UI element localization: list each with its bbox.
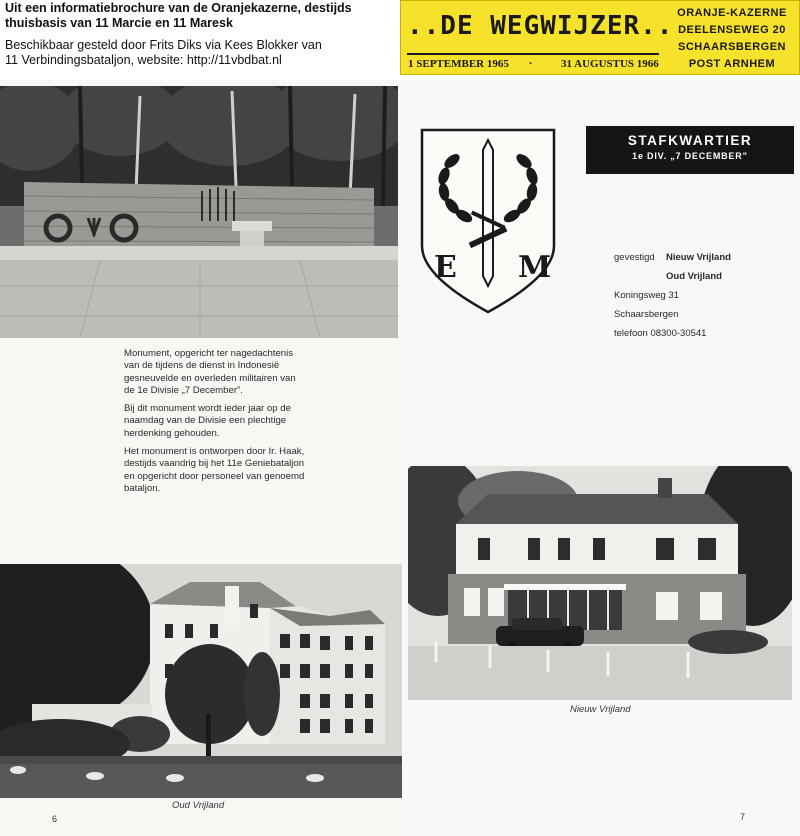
masthead-address-line: POST ARNHEM (688, 58, 776, 70)
masthead-rule (407, 53, 659, 55)
oud-vrijland-caption: Oud Vrijland (172, 800, 225, 811)
emblem-letter-e: E (434, 250, 457, 285)
nieuw-vrijland-caption: Nieuw Vrijland (570, 704, 631, 715)
masthead-separator: · (529, 58, 533, 70)
masthead (400, 0, 800, 75)
nieuw-vrijland-photo (408, 466, 792, 700)
caption-line-1: Uit een informatiebrochure van de Oranjekazerne, destijds (5, 1, 352, 15)
caption-line-2: thuisbasis van 11 Marcie en 11 Maresk (5, 16, 233, 30)
masthead-address-line: DEELENSEWEG 20 (678, 24, 786, 36)
right-page (402, 80, 800, 836)
phone-number: 08300-30541 (650, 328, 707, 339)
stafkwartier-subtitle: 1e DIV. „7 DECEMBER” (632, 151, 748, 161)
monument-paragraph: Monument, opgericht ter nagedachtenis van de tijdens de dienst in Indonesië gesneuvelde en overleden militairen van de 1e Divisie „7 December”. (124, 348, 296, 396)
masthead-date-end: 31 AUGUSTUS 1966 (561, 58, 659, 70)
masthead-date-start: 1 SEPTEMBER 1965 (408, 58, 509, 70)
emblem-letter-m: M (518, 250, 552, 285)
stafkwartier-banner (586, 126, 794, 174)
masthead-address-line: ORANJE-KAZERNE (677, 7, 787, 19)
caption-line-3: Beschikbaar gesteld door Frits Diks via Kees Blokker van (5, 38, 322, 52)
masthead-address-line: SCHAARSBERGEN (678, 41, 786, 53)
monument-paragraph: Bij dit monument wordt ieder jaar op de naamdag van de Divisie een plechtige herdenking gehouden. (124, 403, 291, 439)
gevestigd-label: gevestigd (614, 252, 655, 263)
masthead-title: ..DE WEGWIJZER.. (407, 11, 674, 41)
masthead-address (667, 5, 797, 73)
location-nieuw: Nieuw Vrijland (666, 252, 731, 263)
town-row: Schaarsbergen (614, 309, 679, 320)
monument-paragraph: Het monument is ontworpen door Ir. Haak, destijds vaandrig bij het 11e Geniebataljon en opgericht door personeel van genoemd bataljon. (124, 446, 305, 494)
phone-row (614, 328, 794, 347)
location-oud: Oud Vrijland (666, 271, 722, 282)
scan-caption (0, 0, 400, 80)
page-number-left: 6 (52, 814, 58, 824)
monument-description (124, 348, 306, 501)
stafkwartier-title: STAFKWARTIER (627, 133, 753, 148)
street-row: Koningsweg 31 (614, 290, 679, 301)
oud-vrijland-photo (0, 564, 402, 798)
address-row (614, 271, 794, 290)
left-page (0, 80, 402, 836)
caption-line-4: 11 Verbindingsbataljon, website: http://11vbdbat.nl (5, 53, 282, 67)
monument-photo (0, 86, 398, 338)
division-emblem (418, 126, 558, 314)
address-row (614, 252, 794, 271)
address-block (614, 252, 794, 347)
page-number-right: 7 (740, 812, 746, 822)
phone-label: telefoon (614, 328, 648, 339)
